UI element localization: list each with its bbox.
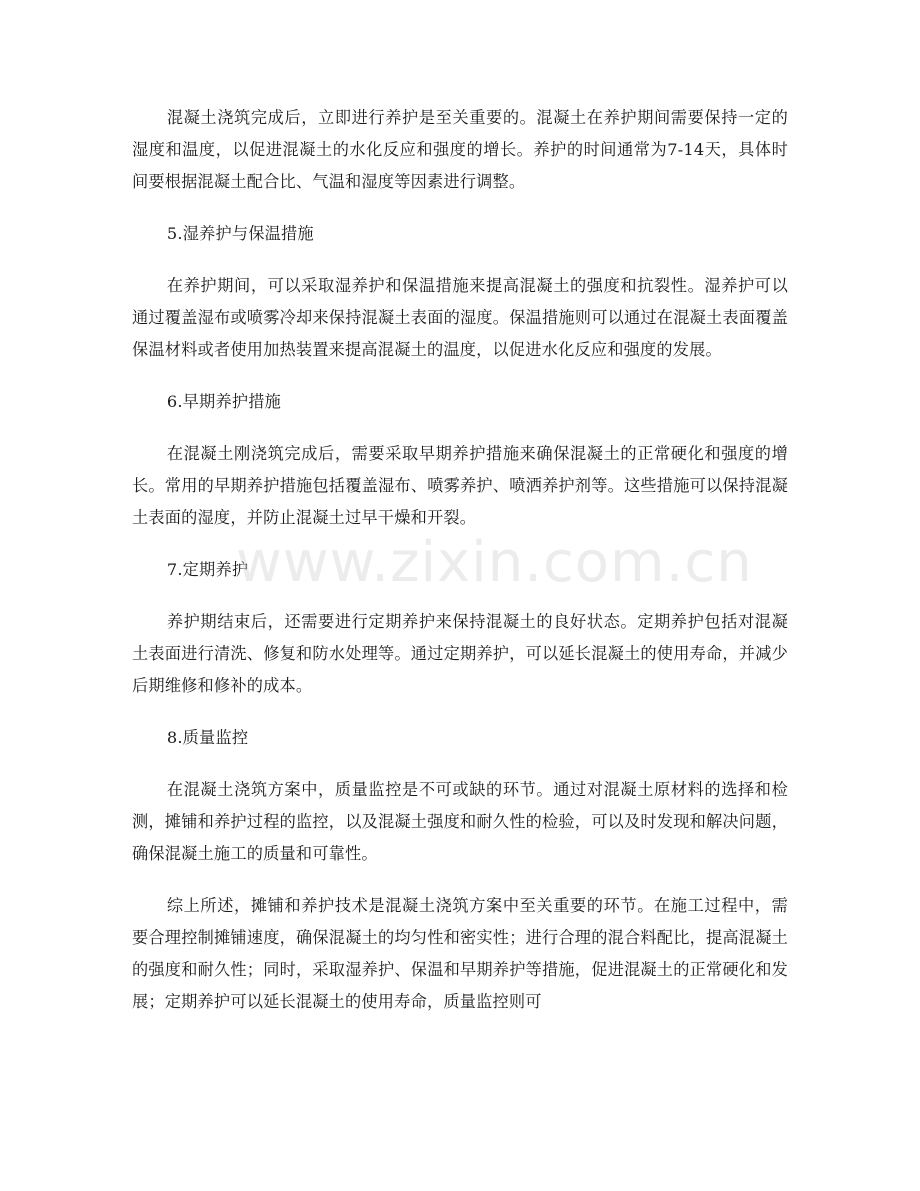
paragraph-curing-intro: 混凝土浇筑完成后，立即进行养护是至关重要的。混凝土在养护期间需要保持一定的湿度和温度，以促进混凝土的水化反应和强度的增长。养护的时间通常为7-14天，具体时间要根据混凝土配合比、气温和湿度等因素进行调整。 xyxy=(132,108,788,191)
paragraph-wet-curing: 在养护期间，可以采取湿养护和保温措施来提高混凝土的强度和抗裂性。湿养护可以通过覆盖湿布或喷雾冷却来保持混凝土表面的湿度。保温措施则可以通过在混凝土表面覆盖保温材料或者使用加热装置来提高混凝土的温度，以促进水化反应和强度的发展。 xyxy=(132,276,788,359)
section-heading-6: 6.早期养护措施 xyxy=(166,392,281,411)
section-heading-8: 8.质量监控 xyxy=(166,728,249,747)
paragraph-early-curing: 在混凝土刚浇筑完成后，需要采取早期养护措施来确保混凝土的正常硬化和强度的增长。常用的早期养护措施包括覆盖湿布、喷雾养护、喷洒养护剂等。这些措施可以保持混凝土表面的湿度，并防止混凝土过早干燥和开裂。 xyxy=(132,444,788,527)
document-body xyxy=(132,102,788,1038)
section-heading-5: 5.湿养护与保温措施 xyxy=(166,224,314,243)
watermark-text: www.zixin.com.cn xyxy=(236,530,753,595)
section-heading-7: 7.定期养护 xyxy=(166,560,249,579)
paragraph-summary: 综上所述，摊铺和养护技术是混凝土浇筑方案中至关重要的环节。在施工过程中，需要合理控制摊铺速度，确保混凝土的均匀性和密实性；进行合理的混合料配比，提高混凝土的强度和耐久性；同时，采取湿养护、保温和早期养护等措施，促进混凝土的正常硬化和发展；定期养护可以延长混凝土的使用寿命，质量监控则可 xyxy=(132,896,788,1011)
paragraph-periodic-curing: 养护期结束后，还需要进行定期养护来保持混凝土的良好状态。定期养护包括对混凝土表面进行清洗、修复和防水处理等。通过定期养护，可以延长混凝土的使用寿命，并减少后期维修和修补的成本。 xyxy=(132,612,788,695)
paragraph-quality-control: 在混凝土浇筑方案中，质量监控是不可或缺的环节。通过对混凝土原材料的选择和检测，摊铺和养护过程的监控，以及混凝土强度和耐久性的检验，可以及时发现和解决问题，确保混凝土施工的质量和可靠性。 xyxy=(132,780,788,863)
